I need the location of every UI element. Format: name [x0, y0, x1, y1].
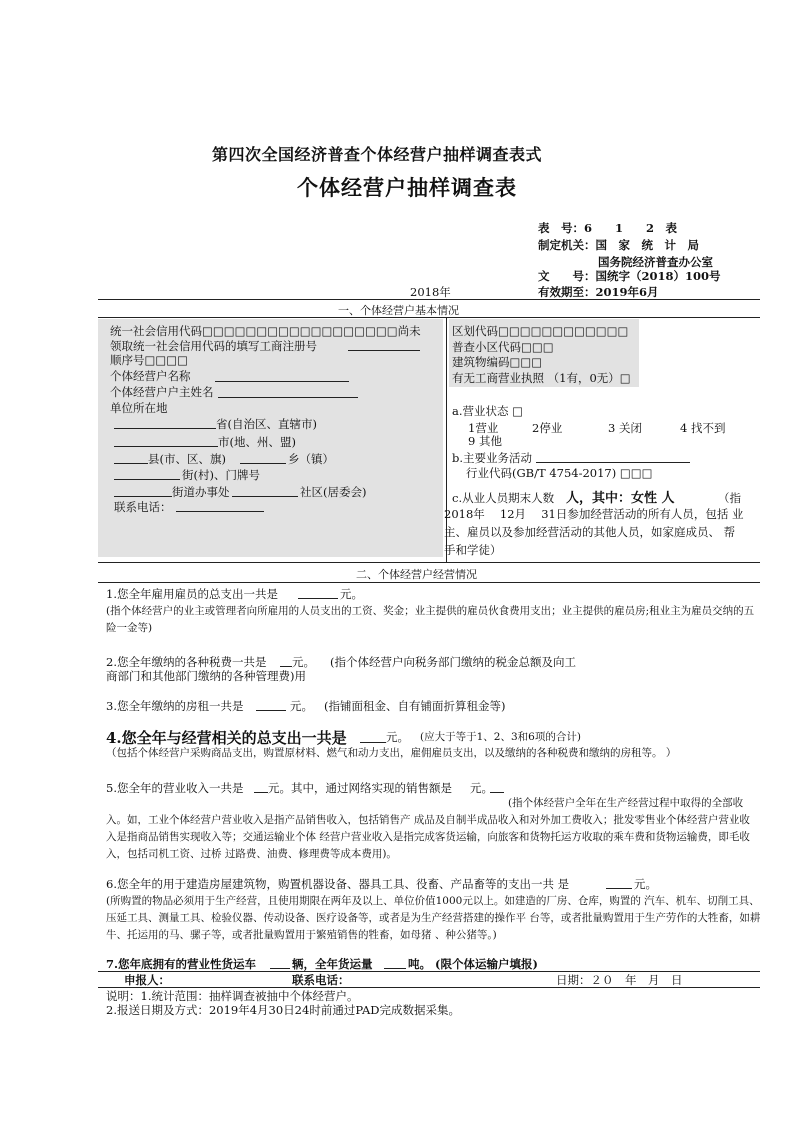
q7-tail: 吨。 (限个体运输户填报) [408, 957, 538, 971]
rule [98, 299, 760, 300]
owner-name-field[interactable] [218, 397, 358, 398]
business-status-label: a.营业状态 □ [452, 404, 524, 418]
q7-mid: 辆，全年货运量 [292, 957, 373, 971]
province-label: 省(自治区、直辖市) [216, 417, 317, 431]
community-field[interactable] [232, 496, 298, 497]
sequence-number: 顺序号□□□□ [110, 353, 188, 367]
main-activity-label: b.主要业务活动 [452, 451, 533, 465]
building-code: 建筑物编码□□□ [452, 355, 543, 369]
rule [98, 562, 760, 563]
reporter-label: 申报人： [124, 973, 170, 987]
q6-unit: 元。 [634, 877, 657, 891]
q7-vehicles-field[interactable] [270, 968, 290, 969]
contact-phone-label: 联系电话： [292, 973, 350, 987]
notes-1: 说明：1.统计范围：抽样调查被抽中个体经营户。 [106, 989, 359, 1003]
status-option-1[interactable]: 1营业 [468, 421, 499, 435]
status-option-4[interactable]: 4 找不到 [680, 421, 726, 435]
q3-amount-field[interactable] [256, 710, 286, 711]
report-date: 日期：２０ 年 月 日 [556, 973, 683, 987]
business-name-label: 个体经营户名称 [110, 369, 191, 383]
town-field[interactable] [240, 463, 286, 464]
credit-code-note: 领取统一社会信用代码的填写工商注册号 [110, 339, 317, 353]
census-zone-code: 普查小区代码□□□ [452, 340, 554, 354]
phone-field[interactable] [176, 511, 264, 512]
table-number: 表 号：6 1 2 表 [538, 221, 678, 235]
city-field[interactable] [114, 446, 218, 447]
document-number: 文 号：国统字（2018）100号 [538, 269, 721, 283]
section1-title: 一、个体经营户基本情况 [338, 304, 459, 317]
registration-number-field[interactable] [348, 350, 420, 351]
q4-amount-field[interactable] [360, 742, 386, 743]
owner-name-label: 个体经营户户主姓名 [110, 385, 214, 399]
status-option-9[interactable]: 9 其他 [468, 434, 502, 448]
employees-label: c.从业人员期末人数 [452, 491, 555, 505]
q2-note-a: (指个体经营户向税务部门缴纳的税金总额及向工 [330, 655, 576, 669]
employees-count: 人，其中：女性 人 [566, 491, 675, 506]
q1-note: (指个体经营户的业主或管理者向所雇用的人员支出的工资、奖金；业主提供的雇员伙食费用支出；业主提供的雇员房;租业主为雇员交纳的五险一金等) [106, 605, 755, 634]
q2-unit: 元。 [292, 655, 315, 669]
employees-note-2: 主、雇员以及参加经营活动的其他人员，如家庭成员、 帮 [444, 525, 736, 539]
business-name-field[interactable] [215, 381, 349, 382]
q5-amount-field[interactable] [254, 792, 268, 793]
area-code: 区划代码□□□□□□□□□□□□ [452, 324, 629, 338]
location-label: 单位所在地 [110, 401, 168, 415]
province-field[interactable] [114, 428, 216, 429]
employees-note-3: 手和学徒） [444, 543, 502, 557]
section2-title: 二、个体经营户经营情况 [356, 568, 477, 581]
city-label: 市(地、州、盟) [218, 435, 296, 449]
county-label: 县(市、区、旗) [148, 452, 226, 466]
q4-note-a: (应大于等于1、2、3和6项的合计) [420, 731, 581, 743]
main-activity-field[interactable] [536, 462, 690, 463]
q1-label: 1.您全年雇用雇员的总支出一共是 [106, 587, 278, 601]
community-label: 社区(居委会) [300, 485, 367, 499]
q2-label: 2.您全年缴纳的各种税费一共是 [106, 655, 267, 669]
q4-unit: 元。 [386, 730, 409, 744]
q7-freight-field[interactable] [384, 968, 406, 969]
q6-label: 6.您全年的用于建造房屋建筑物，购置机器设备、器具工具、役畜、产品畜等的支出一共 是 [106, 877, 570, 891]
county-field[interactable] [114, 463, 148, 464]
rule [98, 582, 760, 583]
valid-until: 有效期至：2019年6月 [538, 285, 659, 299]
street-label: 街(村)、门牌号 [182, 468, 260, 482]
status-option-3[interactable]: 3 关闭 [608, 421, 642, 435]
q6-amount-field[interactable] [606, 888, 632, 889]
q3-note: (指铺面租金、自有铺面折算租金等) [324, 699, 506, 713]
authority: 制定机关：国 家 统 计 局 [538, 238, 699, 252]
q3-unit: 元。 [290, 699, 313, 713]
employees-note-open: （指 [718, 491, 741, 505]
q5-online-label: 元。其中，通过网络实现的销售额是 [268, 781, 452, 795]
q2-amount-field[interactable] [280, 666, 292, 667]
subdistrict-field[interactable] [114, 496, 172, 497]
q2-note-b: 商部门和其他部门缴纳的各种管理费)用 [106, 669, 306, 683]
status-option-2[interactable]: 2停业 [532, 421, 563, 435]
q5-unit: 元。 [470, 781, 493, 795]
credit-code-label: 统一社会信用代码□□□□□□□□□□□□□□□□□□尚未 [110, 324, 421, 338]
street-field[interactable] [114, 479, 180, 480]
rule [98, 317, 760, 318]
business-license: 有无工商营业执照 （1有，0无）□ [452, 371, 631, 385]
q4-note-b: （包括个体经营户采购商品支出，购置原材料、燃气和动力支出，雇佣雇员支出，以及缴纳的各种税费和缴纳的房租等。 ） [106, 747, 677, 759]
q7-label: 7.您年底拥有的营业性货运车 [106, 957, 257, 971]
form-subtitle: 个体经营户抽样调查表 [297, 175, 517, 200]
q6-note: (所购置的物品必须用于生产经营，且使用期限在两年及以上、单位价值1000元以上。如建造的厂房、仓库，购置的 汽车、机车、切削工具、压延工具、测量工具、检验仪器、传动设备、医疗设备等，或者是为生产经营搭建的操作平 台等，或者批量购置用于生产劳作的大牲畜，如耕牛、托运用的马、骡子等，或者批量购置用于繁殖销售的牲畜，如母猪 、种公猪等。) [106, 895, 761, 941]
q3-label: 3.您全年缴纳的房租一共是 [106, 699, 244, 713]
q1-unit: 元。 [340, 587, 363, 601]
authority-2: 国务院经济普查办公室 [598, 255, 713, 269]
phone-label: 联系电话： [114, 500, 172, 514]
q5-note: (指个体经营户全年在生产经营过程中取得的全部收入。如，工业个体经营户营业收入是指产品销售收入，包括销售产 成品及自制半成品收入和对外加工费收入；批发零售业个体经营户营业收入是指商品销售实现收入等；交通运输业个体 经营户营业收入是指完成客货运输，向旅客和货物托运方收取的乘车费和货物运输费，即毛收入，包括司机工资、过桥 过路费、油费、修理费等成本费用)。 [106, 797, 750, 860]
subdistrict-label: 街道办事处 [172, 485, 230, 499]
q4-label: 4.您全年与经营相关的总支出一共是 [106, 729, 347, 747]
form-year: 2018年 [410, 285, 451, 299]
q5-label: 5.您全年的营业收入一共是 [106, 781, 244, 795]
town-label: 乡（镇） [288, 452, 334, 466]
form-title: 第四次全国经济普查个体经营户抽样调查表式 [212, 145, 543, 164]
industry-code: 行业代码(GB/T 4754-2017) □□□ [466, 466, 653, 480]
employees-note-1: 2018年 12月 31日参加经营活动的所有人员，包括 业 [444, 507, 744, 521]
notes-2: 2.报送日期及方式：2019年4月30日24时前通过PAD完成数据采集。 [106, 1003, 461, 1017]
q1-amount-field[interactable] [298, 598, 338, 599]
